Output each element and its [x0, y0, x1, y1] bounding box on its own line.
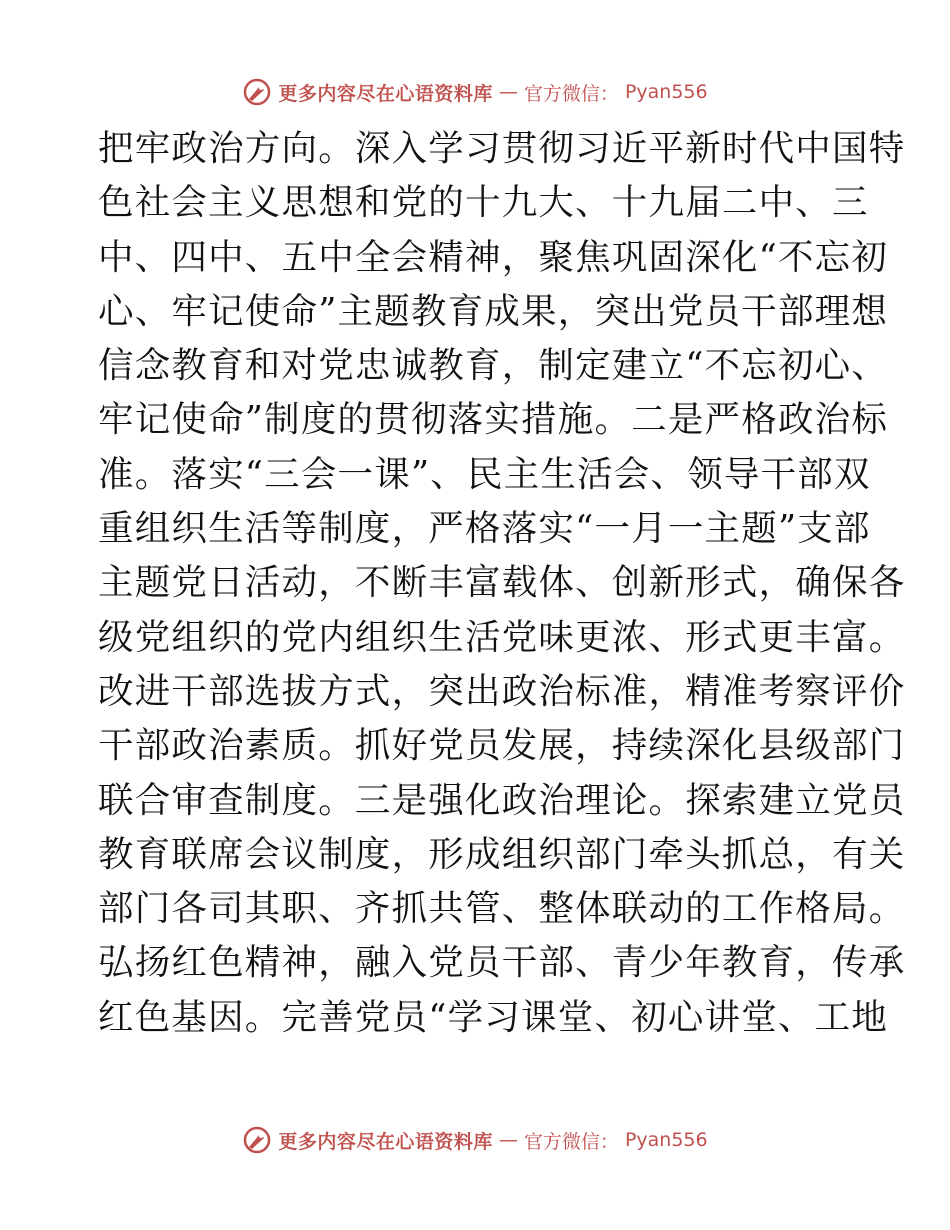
banner-contact-label: 官方微信：	[523, 1130, 619, 1153]
footer-banner	[0, 1120, 950, 1160]
text-line: 红色基因。完善党员“学习课堂、初心讲堂、工地	[98, 996, 889, 1038]
text-line: 信念教育和对党忠诚教育，制定建立“不忘初心、	[98, 345, 889, 387]
text-line: 教育联席会议制度，形成组织部门牵头抓总，有关	[98, 833, 906, 875]
banner-contact-label: 官方微信：	[523, 82, 619, 105]
text-line: 中、四中、五中全会精神，聚焦巩固深化“不忘初	[98, 236, 889, 278]
text-line: 改进干部选拔方式，突出政治标准，精准考察评价	[98, 670, 906, 712]
text-line: 干部政治素质。抓好党员发展，持续深化县级部门	[98, 725, 906, 767]
document-body	[98, 122, 906, 1045]
text-line: 心、牢记使命”主题教育成果，突出党员干部理想	[98, 290, 889, 332]
text-line: 把牢政治方向。深入学习贯彻习近平新时代中国特	[98, 128, 906, 169]
banner-separator: —	[498, 81, 518, 103]
text-line: 部门各司其职、齐抓共管、整体联动的工作格局。	[98, 888, 906, 930]
banner-text: 更多内容尽在心语资料库	[278, 82, 493, 105]
text-line: 准。落实“三会一课”、民主生活会、领导干部双	[98, 453, 871, 495]
text-line: 级党组织的党内组织生活党味更浓、形式更丰富。	[98, 616, 906, 658]
pen-nib-logo-icon	[242, 1125, 272, 1155]
pen-nib-logo-icon	[242, 77, 272, 107]
text-line: 联合审查制度。三是强化政治理论。探索建立党员	[98, 779, 906, 821]
banner-text: 更多内容尽在心语资料库	[278, 1130, 493, 1153]
banner-separator: —	[498, 1129, 518, 1151]
header-banner	[0, 72, 950, 112]
text-line: 弘扬红色精神，融入党员干部、青少年教育，传承	[98, 942, 906, 984]
text-line: 牢记使命”制度的贯彻落实措施。二是严格政治标	[98, 399, 889, 441]
banner-wechat-id: Pyan556	[624, 1129, 708, 1151]
banner-wechat-id: Pyan556	[624, 81, 708, 103]
text-line: 重组织生活等制度，严格落实“一月一主题”支部	[98, 508, 871, 550]
text-line: 色社会主义思想和党的十九大、十九届二中、三	[98, 182, 869, 224]
text-line: 主题党日活动，不断丰富载体、创新形式，确保各	[98, 562, 906, 604]
